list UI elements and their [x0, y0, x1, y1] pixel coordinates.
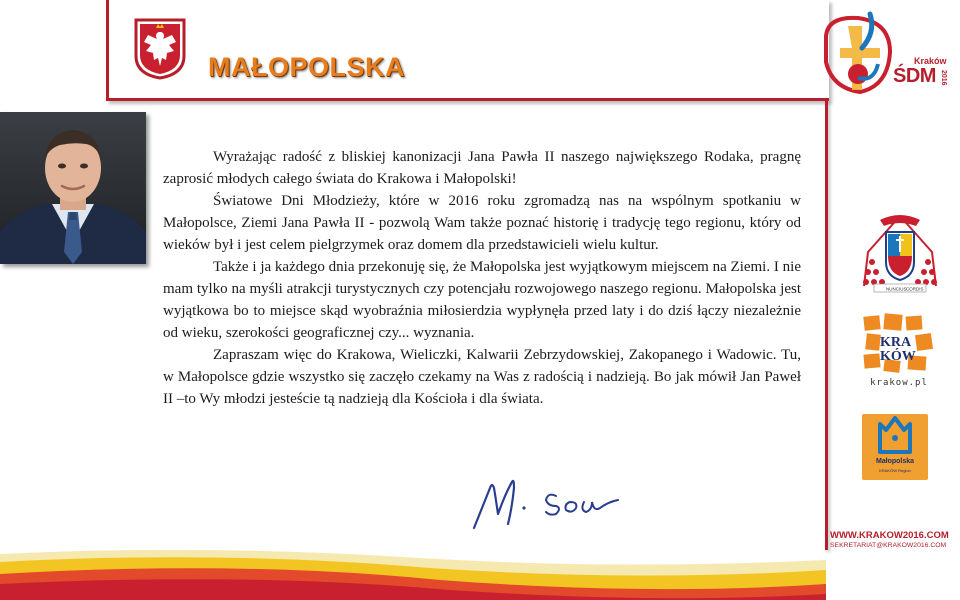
motto-word: NUNCIUS — [886, 286, 907, 292]
malopolska-coat-of-arms-icon — [134, 18, 186, 80]
krakow-url-label: krakow.pl — [870, 378, 928, 388]
letter-paragraph: Światowe Dni Młodzieży, które w 2016 roku zgromadzą nas na wspólnym spotkaniu w Małopolsce, Ziemi Jana Pawła II - pozwolą Wam także poznać historię i tradycję tego regionu, który od wieków był i jest celem pielgrzymek oraz domem dla przedstawicieli wielu kultur. — [163, 193, 801, 253]
header-frame — [106, 0, 829, 101]
krakow-logo-text: KÓW — [880, 349, 916, 364]
sdm-logo-text: ŚDM — [893, 65, 936, 87]
letter-body — [163, 146, 801, 410]
letter-paragraph: Także i ja każdego dnia przekonuję się, że Małopolska jest wyjątkowym miejscem na Ziemi. I nie mam tylko na myśli atrakcji turystycznych czy potencjału rozwojowego naszego regionu. Małopolska jest wyjątkowa bo to miejsce skąd wyobraźnia miłosierdzia wypłynęła przed laty i do dziś łączy niezależnie od wieku, szerokości geograficznej czy... wyznania. — [163, 259, 801, 341]
email-link[interactable]: SEKRETARIAT@KRAKOW2016.COM — [830, 542, 947, 549]
handwritten-signature — [468, 468, 628, 532]
cardinal-coat-of-arms-icon — [856, 212, 944, 300]
sdm-city-label: Kraków — [914, 56, 947, 66]
region-logo-subtitle: KRAKÓW Region — [879, 468, 911, 473]
region-castle-icon — [862, 414, 928, 458]
author-portrait — [0, 112, 146, 264]
krakow-logo-text: KRA — [880, 335, 912, 350]
motto-word: CORDIS — [906, 286, 924, 292]
decorative-ribbon — [0, 548, 826, 600]
content-frame-border — [825, 100, 828, 550]
website-link[interactable]: WWW.KRAKOW2016.COM — [830, 530, 949, 541]
region-logo-name: Małopolska — [875, 458, 915, 465]
contact-block — [830, 530, 960, 549]
sdm-year-label: 2016 — [940, 70, 947, 86]
letter-paragraph: Wyrażając radość z bliskiej kanonizacji Jana Pawła II naszego największego Rodaka, pragnę zaprosić młodych całego świata do Krakowa i Małopolski! — [163, 149, 801, 187]
portrait-illustration — [0, 112, 146, 264]
letter-paragraph: Zapraszam więc do Krakowa, Wieliczki, Kalwarii Zebrzydowskiej, Zakopanego i Wadowic. Tu, w Małopolsce gdzie wszystko się zaczęło czekamy na Was z radością i nadzieją. Bo jak mówił Jan Paweł II –to Wy młodzi jesteście tą nadzieją dla Kościoła i dla świata. — [163, 347, 801, 407]
page-title: MAŁOPOLSKA — [208, 52, 405, 82]
